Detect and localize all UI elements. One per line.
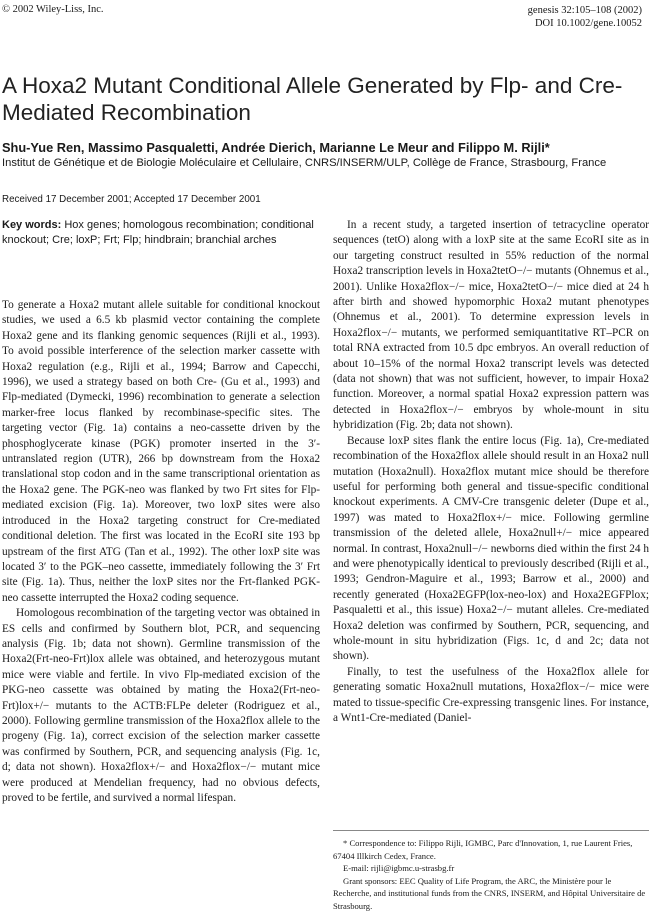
keywords-block — [2, 218, 320, 248]
body-right-column — [333, 218, 649, 726]
affiliation: Institut de Génétique et de Biologie Moléculaire et Cellulaire, CNRS/INSERM/ULP, Collège de France, Strasbourg, France — [2, 156, 642, 171]
keywords-label: Key words: — [2, 219, 61, 231]
paragraph: In a recent study, a targeted insertion of tetracycline operator sequences (tetO) along with a loxP site at the same EcoRI site as in our targeting construct resulted in 55% reduction of the normal Hoxa2 transcription levels in Hoxa2tetO−/− mutants (Ohnemus et al., 2001). Unlike Hoxa2flox−/− mice, Hoxa2tetO−/− mice died at 24 h after birth and showed hypomorphic Hoxa2 mutant phenotypes (Ohnemus et al., 2001). To determine expression levels in Hoxa2flox−/− mutants, we performed semiquantitative RT–PCR on total RNA extracted from 10.5 dpc embryos. An overall reduction of about 10–15% of the normal Hoxa2 transcript levels was detected (data not shown) that was not sufficient, however, to impair Hoxa2 function. Moreover, a normal spatial Hoxa2 expression pattern was detected in Hoxa2flox−/− embryos by whole-mount in situ hybridization (Fig. 2b; data not shown). — [333, 218, 649, 434]
keywords-text: Hox genes; homologous recombination; conditional knockout; Cre; loxP; Frt; Flp; hindbrain; branchial arches — [2, 219, 314, 246]
email-note: E-mail: rijli@igbmc.u-strasbg.fr — [333, 862, 649, 875]
journal-citation — [528, 4, 642, 30]
received-dates: Received 17 December 2001; Accepted 17 December 2001 — [2, 194, 642, 205]
correspondence-note: * Correspondence to: Filippo Rijli, IGMBC, Parc d'Innovation, 1, rue Laurent Fries, 67404 Illkirch Cedex, France. — [333, 837, 649, 862]
paragraph: Homologous recombination of the targeting vector was obtained in ES cells and confirmed by Southern blot, PCR, and sequencing analysis (Fig. 1b; data not shown). Germline transmission of the Hoxa2(Frt-neo-Frt)lox allele was obtained, and heterozygous mutant mice were viable and fertile. In vivo Flp-mediated excision of the PKG-neo cassette was obtained by mating the Hoxa2(Frt-neo-Frt)lox+/− mutants to the ACTB:FLPe deleter (Rodriguez et al., 2000). Following germline transmission of the Hoxa2flox allele to the progeny (Fig. 1a), correct excision of the selection marker cassette was confirmed by Southern, PCR, and sequencing analysis (Fig. 1c, d; data not shown). Hoxa2flox+/− and Hoxa2flox−/− mutant mice were produced at Mendelian frequency, had no obvious defects, proved to be fertile, and survived a normal lifespan. — [2, 606, 320, 806]
journal-line: genesis 32:105–108 (2002) — [528, 4, 642, 17]
copyright-line: © 2002 Wiley-Liss, Inc. — [2, 4, 104, 15]
paragraph: Finally, to test the usefulness of the Hoxa2flox allele for generating somatic Hoxa2null mutations, Hoxa2flox−/− mice were mated to tissue-specific Cre-expressing transgenic lines. For instance, a Wnt1-Cre-mediated (Daniel- — [333, 665, 649, 727]
footnotes — [333, 830, 649, 912]
author-list: Shu-Yue Ren, Massimo Pasqualetti, Andrée Dierich, Marianne Le Meur and Filippo M. Rijli* — [2, 140, 642, 155]
doi-line: DOI 10.1002/gene.10052 — [528, 17, 642, 30]
grant-note: Grant sponsors: EEC Quality of Life Program, the ARC, the Ministère pour le Recherche, and institutional funds from the CNRS, INSERM, and Hôpital Universitaire de Strasbourg. — [333, 875, 649, 912]
article-title: A Hoxa2 Mutant Conditional Allele Generated by Flp- and Cre-Mediated Recombination — [2, 72, 642, 126]
body-left-column — [2, 298, 320, 806]
paragraph: Because loxP sites flank the entire locus (Fig. 1a), Cre-mediated recombination of the Hoxa2flox allele should result in an Hoxa2 null mutation (Hoxa2null). Hoxa2flox mutant mice should be therefore useful for performing both general and tissue-specific conditional knockout experiments. A CMV-Cre transgenic deleter (Dupe et al., 1997) was mated to Hoxa2flox+/− mice. Following germline transmission of the deleted allele, Hoxa2null+/− mice appeared normal. In contrast, Hoxa2null−/− newborns died within the first 24 h and were phenotypically identical to previously described (Rijli et al., 1993; Gendron-Maguire et al., 1993; Barrow et al., 2000) and recently generated (Hoxa2EGFP(lox-neo-lox) and Hoxa2EGFPlox; Pasqualetti et al., this issue) Hoxa2−/− mutant alleles. Cre-mediated Hoxa2 deletion was confirmed by Southern, PCR, sequencing, and whole-mount in situ hybridization (Figs. 1c, d and 2c; data not shown). — [333, 434, 649, 665]
paragraph: To generate a Hoxa2 mutant allele suitable for conditional knockout studies, we used a 6.5 kb plasmid vector containing the complete Hoxa2 gene and its flanking genomic sequences (Rijli et al., 1993). To avoid possible interference of the selection marker cassette with Hoxa2 regulation (e.g., Rijli et al., 1994; Barrow and Capecchi, 1996), we used a strategy based on both Cre- (Gu et al., 1993) and Flp-mediated (Dymecki, 1996) recombination to generate a selection marker-free locus flanked by recombinase-specific sites. The targeting vector (Fig. 1a) contains a neo-cassette driven by the phosphoglycerate kinase (PGK) promoter inserted in the 3′-untranslated region (UTR), 266 bp downstream from the Hoxa2 translational stop codon and in the same transcriptional orientation as the Hoxa2 gene. The PGK-neo was flanked by two Frt sites for Flp-mediated excision (Fig. 1a). Moreover, two loxP sites were also introduced in the Hoxa2 targeting construct for Cre-mediated conditional deletion. The first was located in the EcoRI site 193 bp upstream of the first ATG (Tan et al., 1992). The other loxP site was located 3′ to the PGK–neo cassette, immediately following the 3′ Frt site (Fig. 1a). Thus, neither the loxP sites nor the Frt-flanked PGK-neo cassette interrupted the Hoxa2 coding sequence. — [2, 298, 320, 606]
